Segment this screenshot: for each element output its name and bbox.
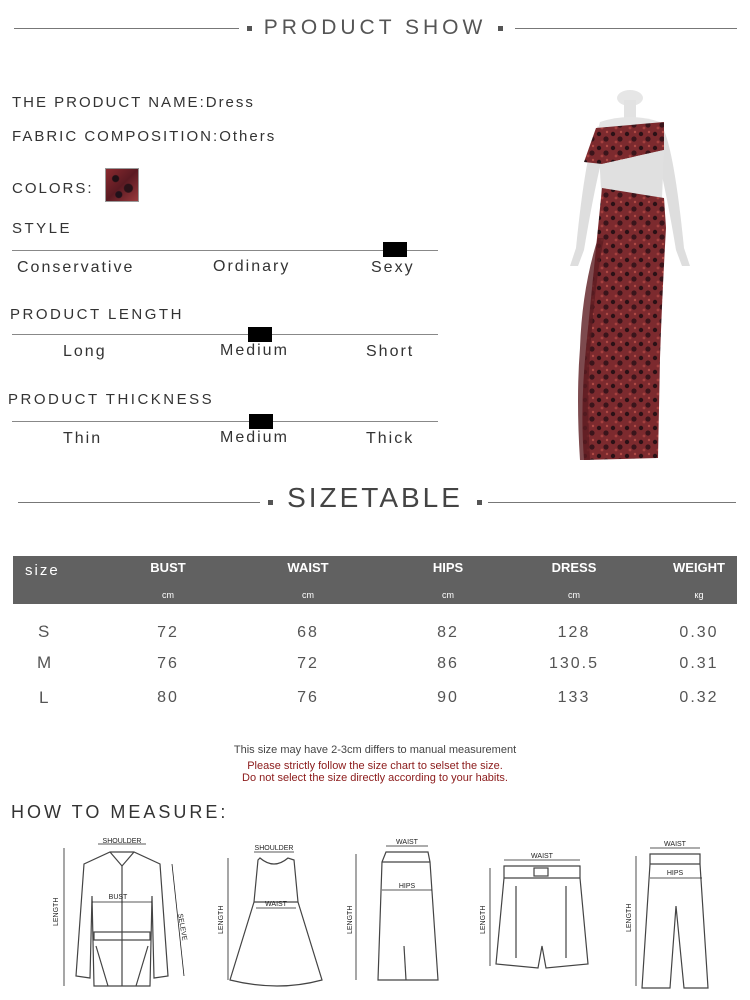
thickness-option-thick: Thick [366,430,415,447]
style-option-conservative: Conservative [17,259,135,276]
thickness-scale-line [12,421,438,422]
length-label: LENGTH [480,905,487,934]
cell-waist: 76 [297,689,319,706]
cell-size: S [38,622,52,641]
jacket-diagram [48,836,198,996]
col-weight-unit: кg [694,590,704,600]
fabric-label: FABRIC COMPOSITION: [12,128,220,145]
product-name [12,94,255,111]
length-label: LENGTH [53,897,60,926]
cell-hips: 86 [437,655,459,672]
col-size: size [25,562,60,579]
cell-weight: 0.32 [679,689,719,706]
length-label: LENGTH [218,905,225,934]
col-waist-unit: cm [302,590,314,600]
cell-hips: 82 [437,624,459,641]
length-label: LENGTH [347,905,354,934]
waist-label: WAIST [265,901,287,908]
habit-warning: Do not select the size directly according to your habits. [242,772,508,784]
sizetable-header [0,480,750,520]
thickness-option-thin: Thin [63,430,103,447]
dress-skirt [582,188,666,460]
cell-waist: 68 [297,624,319,641]
style-option-ordinary: Ordinary [213,258,291,275]
color-swatch[interactable] [105,168,139,202]
col-weight: WEIGHT [673,560,725,575]
size-chart-warning: Please strictly follow the size chart to selset the size. [247,760,503,772]
product-photo [540,88,720,468]
style-scale-marker [383,242,407,257]
product-show-header [0,10,750,46]
cell-dress: 128 [557,624,591,641]
shoulder-label: SHOULDER [102,838,142,845]
product-name-label: THE PRODUCT NAME: [12,94,206,111]
size-table-header [13,556,737,604]
thickness-option-medium: Medium [220,429,289,446]
waist-label: WAIST [396,839,418,846]
cell-bust: 80 [157,689,179,706]
col-hips: HIPS [432,560,464,575]
style-scale-line [12,250,438,251]
length-scale-marker [248,327,272,342]
product-name-value: Dress [205,94,255,111]
length-label: LENGTH [626,903,633,932]
cell-weight: 0.31 [679,655,719,672]
waist-label: WAIST [531,853,553,860]
length-option-long: Long [63,343,107,360]
length-option-short: Short [366,343,415,360]
thickness-title: PRODUCT THICKNESS [8,391,215,408]
length-title: PRODUCT LENGTH [10,306,184,323]
shorts-diagram [476,836,606,996]
skirt-diagram [344,836,444,996]
measurement-note: This size may have 2-3cm differs to manual measurement [233,744,517,756]
col-bust: BUST [150,560,186,575]
waist-label: WAIST [664,841,686,848]
cell-size: M [37,653,54,672]
divider-line [515,28,737,29]
cell-size: L [39,688,51,707]
length-option-medium: Medium [220,342,289,359]
col-dress: DRESS [551,560,597,575]
sleeve-label: SELEVE [176,913,188,942]
divider-dot [477,500,482,505]
length-scale-line [12,334,438,335]
cell-bust: 76 [157,655,179,672]
fabric-value: Others [219,128,277,145]
hips-label: HIPS [398,883,416,890]
pants-diagram [620,836,730,996]
cell-waist: 72 [297,655,319,672]
colors-label: COLORS: [12,180,94,197]
style-title: STYLE [12,220,73,237]
col-waist: WAIST [287,560,329,575]
style-option-sexy: Sexy [371,259,415,276]
cell-hips: 90 [437,689,459,706]
shoulder-label: SHOULDER [254,845,294,852]
cell-dress: 133 [557,689,591,706]
divider-line [488,502,736,503]
how-to-measure-title: HOW TO MEASURE: [11,802,229,822]
dress-diagram [214,836,334,996]
col-dress-unit: cm [568,590,580,600]
cell-weight: 0.30 [679,624,719,641]
thickness-scale-marker [249,414,273,429]
fabric-composition [12,128,276,145]
hips-label: HIPS [666,870,684,877]
divider-dot [498,26,503,31]
section-title: PRODUCT SHOW [263,16,487,39]
bust-label: BUST [108,894,128,901]
col-bust-unit: cm [162,590,174,600]
cell-dress: 130.5 [548,655,600,672]
cell-bust: 72 [157,624,179,641]
section-title: SIZETABLE [287,482,463,513]
col-hips-unit: cm [442,590,454,600]
